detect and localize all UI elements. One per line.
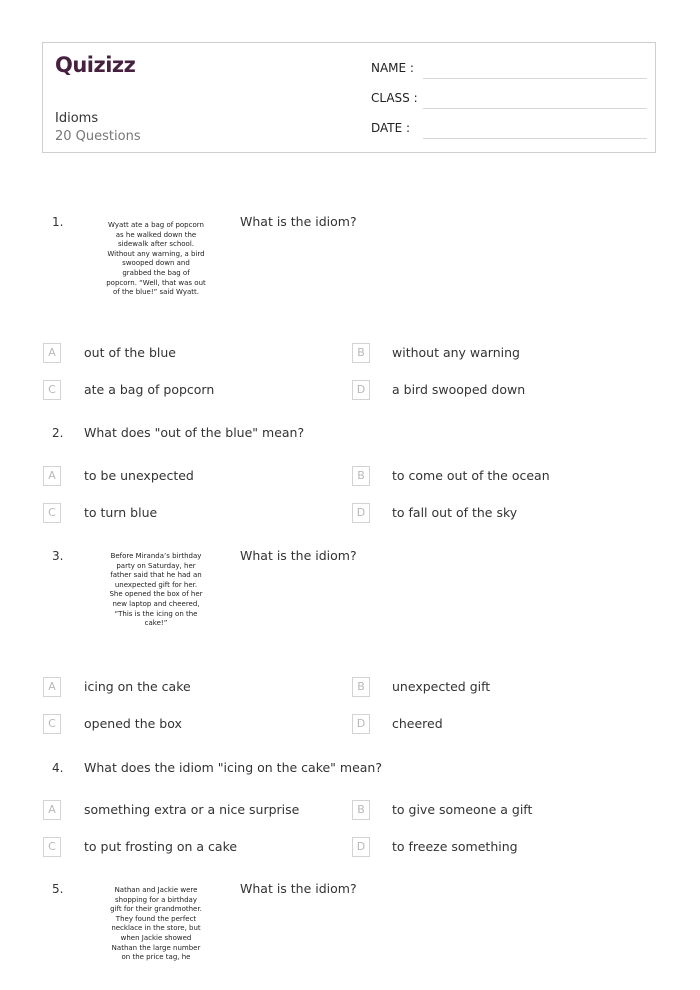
question-prompt: What is the idiom? bbox=[240, 214, 357, 229]
option-letter-d[interactable]: D bbox=[352, 837, 370, 857]
name-label: NAME : bbox=[371, 61, 414, 75]
question-prompt: What is the idiom? bbox=[240, 548, 357, 563]
option-text[interactable]: to come out of the ocean bbox=[392, 468, 550, 483]
question-number: 2. bbox=[52, 426, 64, 440]
worksheet-title: Idioms bbox=[55, 111, 99, 126]
question-passage: Nathan and Jackie were shopping for a birthday gift for their grandmother. They found the perfect necklace in the store, but when Jackie showed Nathan the large number on the price tag, he bbox=[110, 886, 202, 962]
option-letter-a[interactable]: A bbox=[43, 466, 61, 486]
name-line[interactable] bbox=[423, 78, 647, 79]
date-label: DATE : bbox=[371, 121, 411, 135]
class-label: CLASS : bbox=[371, 91, 418, 105]
date-line[interactable] bbox=[423, 138, 647, 139]
option-letter-b[interactable]: B bbox=[352, 677, 370, 697]
option-text[interactable]: to give someone a gift bbox=[392, 802, 533, 817]
option-text[interactable]: opened the box bbox=[84, 716, 182, 731]
option-text[interactable]: icing on the cake bbox=[84, 679, 191, 694]
option-text[interactable]: cheered bbox=[392, 716, 443, 731]
option-text[interactable]: to put frosting on a cake bbox=[84, 839, 238, 854]
option-letter-c[interactable]: C bbox=[43, 714, 61, 734]
option-letter-d[interactable]: D bbox=[352, 503, 370, 523]
option-text[interactable]: a bird swooped down bbox=[392, 382, 526, 397]
question-number: 5. bbox=[52, 882, 64, 896]
option-letter-b[interactable]: B bbox=[352, 800, 370, 820]
option-letter-c[interactable]: C bbox=[43, 503, 61, 523]
question-prompt: What does the idiom "icing on the cake" mean? bbox=[84, 760, 382, 775]
question-count: 20 Questions bbox=[55, 129, 141, 144]
option-text[interactable]: to turn blue bbox=[84, 505, 158, 520]
question-number: 1. bbox=[52, 215, 64, 229]
question-passage: Before Miranda’s birthday party on Saturday, her father said that he had an unexpected gift for her. She opened the box of her new laptop and cheered, “This is the icing on the cake!” bbox=[109, 552, 203, 628]
option-text[interactable]: to freeze something bbox=[392, 839, 518, 854]
option-letter-c[interactable]: C bbox=[43, 380, 61, 400]
class-line[interactable] bbox=[423, 108, 647, 109]
option-letter-a[interactable]: A bbox=[43, 800, 61, 820]
question-passage: Wyatt ate a bag of popcorn as he walked down the sidewalk after school. Without any warning, a bird swooped down and grabbed the bag of popcorn. “Well, that was out of the blue!” said Wyatt. bbox=[106, 221, 206, 297]
option-letter-d[interactable]: D bbox=[352, 380, 370, 400]
option-letter-b[interactable]: B bbox=[352, 466, 370, 486]
question-prompt: What is the idiom? bbox=[240, 881, 357, 896]
option-text[interactable]: something extra or a nice surprise bbox=[84, 802, 300, 817]
option-text[interactable]: unexpected gift bbox=[392, 679, 491, 694]
option-letter-a[interactable]: A bbox=[43, 677, 61, 697]
option-letter-a[interactable]: A bbox=[43, 343, 61, 363]
option-letter-d[interactable]: D bbox=[352, 714, 370, 734]
option-text[interactable]: ate a bag of popcorn bbox=[84, 382, 215, 397]
quizizz-logo: Quizizz bbox=[55, 53, 136, 77]
question-number: 4. bbox=[52, 761, 64, 775]
option-text[interactable]: without any warning bbox=[392, 345, 520, 360]
option-letter-b[interactable]: B bbox=[352, 343, 370, 363]
question-number: 3. bbox=[52, 549, 64, 563]
question-prompt: What does "out of the blue" mean? bbox=[84, 425, 305, 440]
worksheet-header bbox=[42, 42, 656, 153]
option-text[interactable]: to be unexpected bbox=[84, 468, 194, 483]
option-text[interactable]: out of the blue bbox=[84, 345, 176, 360]
option-text[interactable]: to fall out of the sky bbox=[392, 505, 518, 520]
option-letter-c[interactable]: C bbox=[43, 837, 61, 857]
